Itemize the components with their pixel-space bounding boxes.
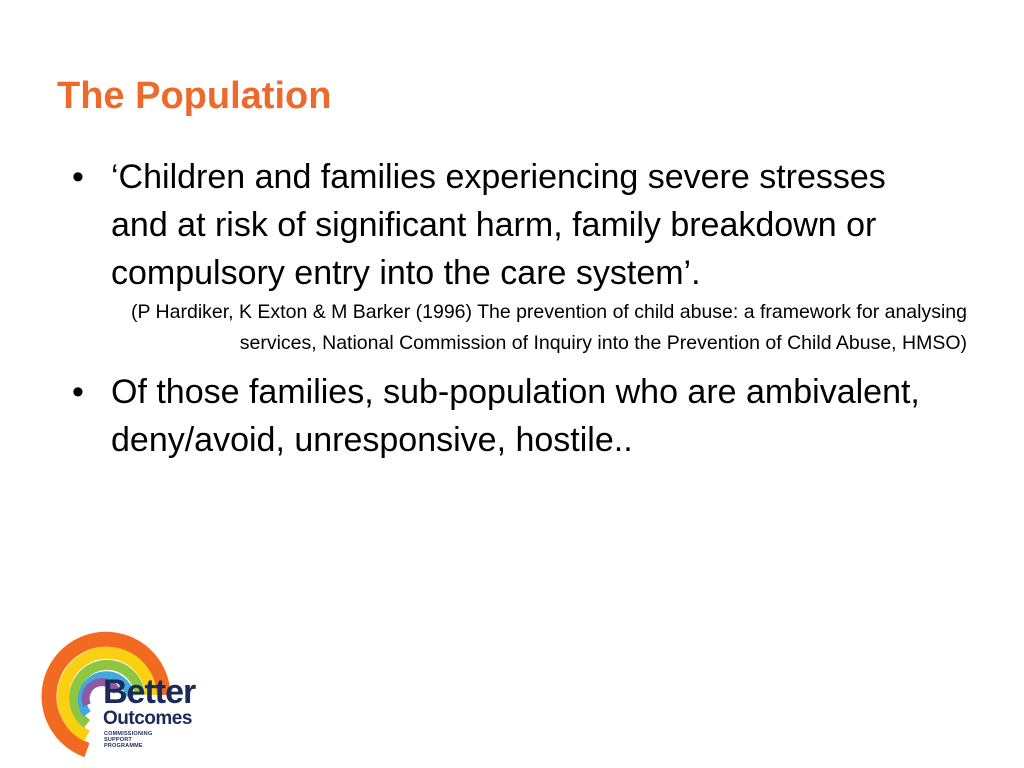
bullet-item xyxy=(70,368,970,464)
better-outcomes-logo xyxy=(27,610,217,760)
bullet-text: Of those families, sub-population who are ambivalent, deny/avoid, unresponsive, hostile.. xyxy=(111,373,920,459)
bullet-dot-icon: • xyxy=(72,373,84,411)
logo-text-better: Better xyxy=(103,673,196,711)
slide-title: The Population xyxy=(57,75,332,117)
bullet-list xyxy=(70,153,970,474)
logo-text-outcomes: Outcomes xyxy=(103,708,192,729)
logo-tagline: COMMISSIONING SUPPORT PROGRAMME xyxy=(104,731,153,749)
citation: (P Hardiker, K Exton & M Barker (1996) The prevention of child abuse: a framework for analysing services, National Commission of Inquiry into the Prevention of Child Abuse, HMSO) xyxy=(130,301,967,354)
bullet-dot-icon: • xyxy=(72,158,84,196)
bullet-item xyxy=(70,153,970,358)
bullet-text: ‘Children and families experiencing severe stresses and at risk of significant harm, family breakdown or compulsory entry into the care system’. xyxy=(111,158,886,292)
